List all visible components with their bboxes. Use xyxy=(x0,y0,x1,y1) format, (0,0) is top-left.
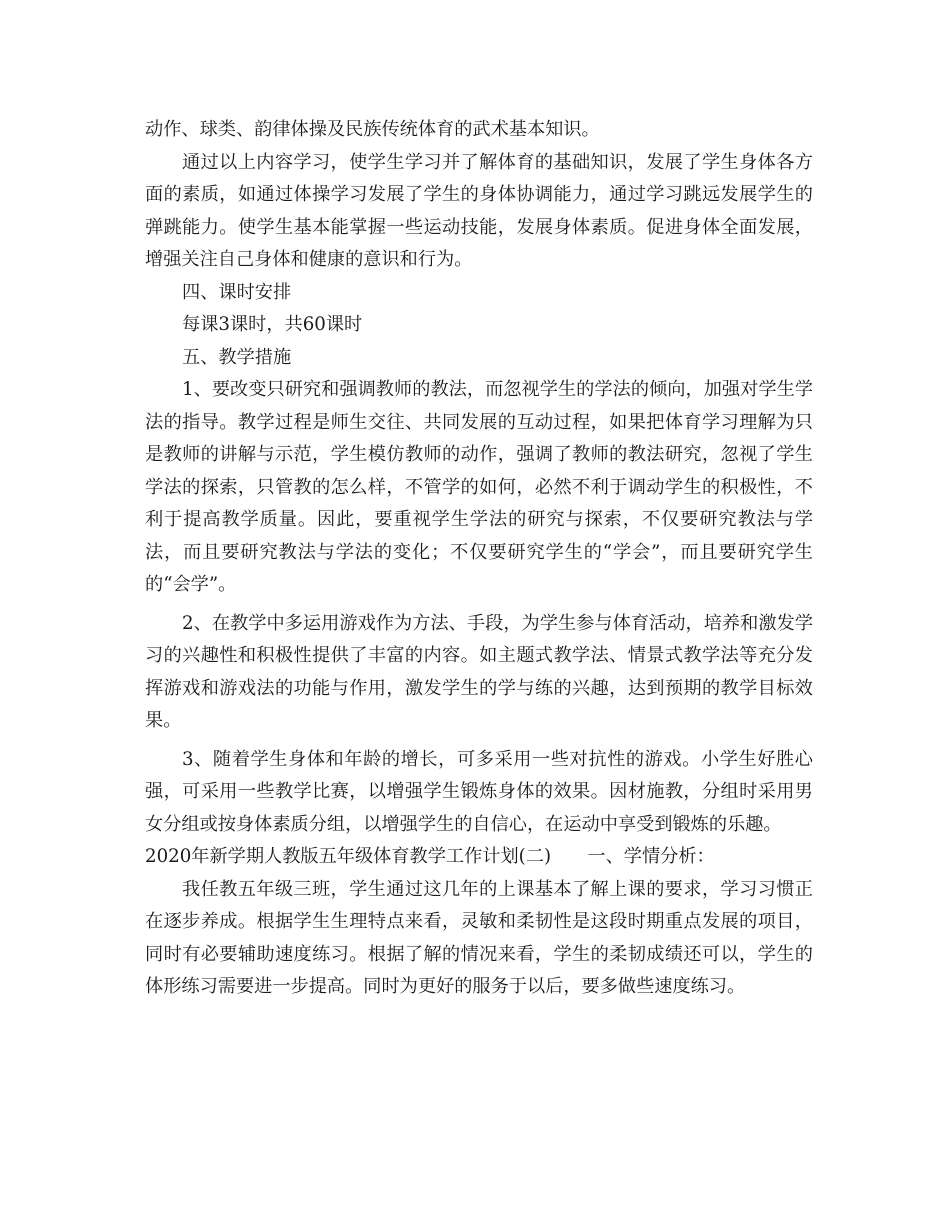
section-heading-measures: 五、教学措施 xyxy=(182,346,292,368)
paragraph-measure-3: 3、随着学生身体和年龄的增长，可多采用一些对抗性的游戏。小学生好胜心强，可采用一些教学比赛，以增强学生锻炼身体的效果。因材施教，分组时采用男女分组或按身体素质分组，以增强学生的自信心，在运动中享受到锻炼的乐趣。 xyxy=(145,748,813,835)
section-heading-schedule: 四、课时安排 xyxy=(182,281,292,303)
paragraph-continuation: 动作、球类、韵律体操及民族传统体育的武术基本知识。 xyxy=(145,119,600,140)
paragraph-student-analysis: 我任教五年级三班，学生通过这几年的上课基本了解上课的要求，学习习惯正在逐步养成。根据学生生理特点来看，灵敏和柔韧性是这段时期重点发展的项目，同时有必要辅助速度练习。根据了解的情况来看，学生的柔韧成绩还可以，学生的体形练习需要进一步提高。同时为更好的服务于以后，要多做些速度练习。 xyxy=(145,878,813,997)
document-body xyxy=(145,114,813,1004)
paragraph-schedule: 每课3课时，共60课时 xyxy=(182,314,363,335)
plan-title-line: 2020年新学期人教版五年级体育教学工作计划(二) 一、学情分析： xyxy=(145,846,715,867)
paragraph-measure-2: 2、在教学中多运用游戏作为方法、手段，为学生参与体育活动，培养和激发学习的兴趣性和积极性提供了丰富的内容。如主题式教学法、情景式教学法等充分发挥游戏和游戏法的功能与作用，激发学生的学与练的兴趣，达到预期的教学目标效果。 xyxy=(145,612,813,731)
paragraph-summary: 通过以上内容学习，使学生学习并了解体育的基础知识，发展了学生身体各方面的素质，如通过体操学习发展了学生的身体协调能力，通过学习跳远发展学生的弹跳能力。使学生基本能掌握一些运动技能，发展身体素质。促进身体全面发展，增强关注自己身体和健康的意识和行为。 xyxy=(145,151,813,270)
paragraph-measure-1: 1、要改变只研究和强调教师的教法，而忽视学生的学法的倾向，加强对学生学法的指导。教学过程是师生交往、共同发展的互动过程，如果把体育学习理解为只是教师的讲解与示范，学生模仿教师的动作，强调了教师的教法研究，忽视了学生学法的探索，只管教的怎么样，不管学的如何，必然不利于调动学生的积极性，不利于提高教学质量。因此，要重视学生学法的研究与探索，不仅要研究教法与学法，而且要研究教法与学法的变化；不仅要研究学生的“学会”，而且要研究学生的“会学”。 xyxy=(145,379,813,595)
